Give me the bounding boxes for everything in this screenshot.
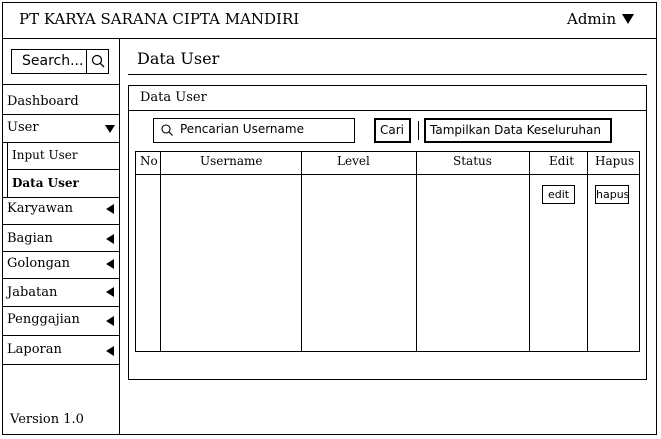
- column-header-username: Username: [200, 154, 263, 168]
- nav-divider: [2, 197, 119, 198]
- nav-divider: [2, 335, 119, 336]
- search-icon: [87, 50, 110, 73]
- nav-divider: [2, 114, 119, 115]
- search-button-label: Cari: [380, 123, 404, 137]
- chevron-left-icon[interactable]: [106, 259, 114, 269]
- column-header-level: Level: [337, 154, 370, 168]
- app-title: PT KARYA SARANA CIPTA MANDIRI: [19, 10, 300, 28]
- nav-divider: [2, 306, 119, 307]
- column-header-status: Status: [453, 154, 492, 168]
- sidebar-item-label: Penggajian: [7, 312, 80, 327]
- username-search-placeholder: Pencarian Username: [180, 122, 304, 136]
- panel-header-divider: [128, 110, 647, 111]
- table-header-divider: [135, 174, 640, 175]
- page-title: Data User: [137, 49, 220, 68]
- chevron-down-icon[interactable]: [105, 125, 115, 133]
- user-menu-label[interactable]: Admin: [567, 10, 617, 28]
- chevron-left-icon[interactable]: [106, 346, 114, 356]
- version-label: Version 1.0: [10, 412, 84, 427]
- user-table: [135, 151, 640, 352]
- nav-divider: [7, 169, 119, 170]
- nav-divider: [2, 278, 119, 279]
- nav-divider: [2, 142, 119, 143]
- column-header-hapus: Hapus: [595, 154, 635, 168]
- button-separator: [418, 121, 419, 140]
- chevron-left-icon[interactable]: [106, 316, 114, 326]
- sidebar-search-divider: [2, 84, 119, 85]
- column-header-no: No: [140, 154, 158, 168]
- sidebar-item-label: Jabatan: [7, 285, 58, 300]
- nav-divider: [2, 224, 119, 225]
- sidebar-search-input[interactable]: [11, 49, 109, 74]
- sidebar-item-label: Dashboard: [7, 94, 79, 109]
- sidebar-item-label: Bagian: [7, 231, 53, 246]
- edit-button[interactable]: edit: [542, 185, 575, 204]
- username-search-input[interactable]: [153, 118, 355, 143]
- table-col-divider: [529, 151, 530, 352]
- caret-down-icon[interactable]: [622, 14, 634, 24]
- sidebar-item-label: Golongan: [7, 256, 71, 271]
- sidebar-search-button[interactable]: [86, 50, 110, 73]
- sidebar-item-label: Laporan: [7, 342, 62, 357]
- title-divider: [128, 74, 647, 75]
- search-icon: [157, 119, 177, 142]
- nav-divider: [2, 251, 119, 252]
- chevron-left-icon[interactable]: [106, 234, 114, 244]
- table-col-divider: [587, 151, 588, 352]
- sidebar-subitem-input-user[interactable]: Input User: [12, 148, 78, 162]
- sidebar-divider: [119, 38, 120, 435]
- show-all-button-label: Tampilkan Data Keseluruhan: [430, 123, 601, 137]
- sidebar-subitem-data-user[interactable]: Data User: [12, 176, 79, 190]
- delete-button[interactable]: hapus: [595, 185, 629, 204]
- table-col-divider: [301, 151, 302, 352]
- sidebar-item-label: Karyawan: [7, 201, 74, 216]
- nav-divider: [2, 364, 119, 365]
- panel-title: Data User: [140, 90, 207, 105]
- chevron-left-icon[interactable]: [106, 204, 114, 214]
- chevron-left-icon[interactable]: [106, 287, 114, 297]
- sidebar-item-label: User: [7, 120, 39, 135]
- column-header-edit: Edit: [549, 154, 575, 168]
- header-divider: [2, 38, 657, 39]
- search-button[interactable]: [374, 118, 411, 143]
- sidebar-search-placeholder: Search...: [22, 53, 84, 69]
- table-col-divider: [416, 151, 417, 352]
- table-col-divider: [160, 151, 161, 352]
- show-all-button[interactable]: [424, 118, 612, 143]
